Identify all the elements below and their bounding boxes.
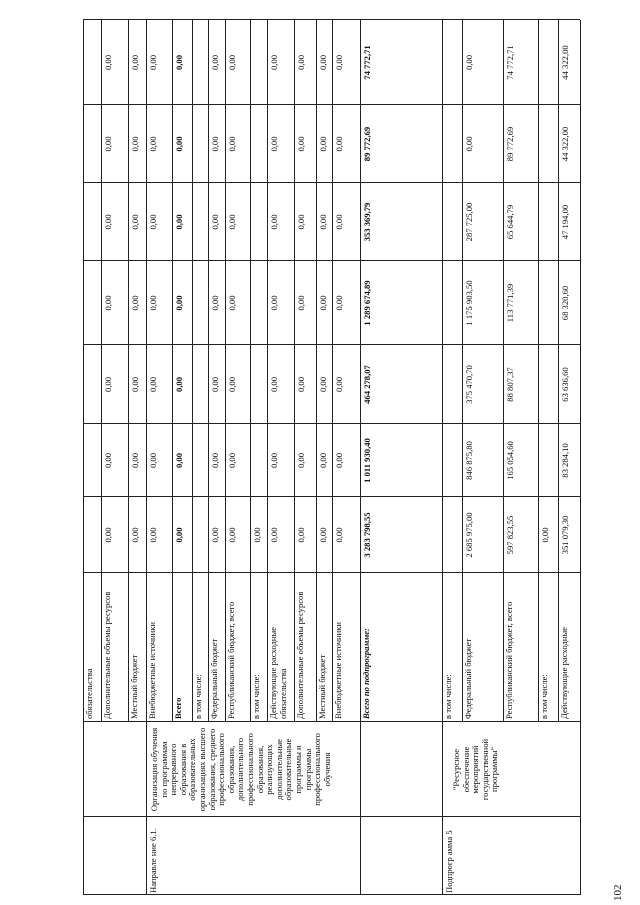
value-cell: 0,00 — [334, 452, 344, 469]
value-cell: 0,00 — [318, 527, 328, 543]
value-cell: 88 807,37 — [505, 367, 515, 402]
value-cell: 0,00 — [227, 452, 237, 469]
value-cell: 0,00 — [269, 136, 279, 152]
value-cell: 0,00 — [464, 54, 474, 71]
value-cell: 0,00 — [148, 295, 158, 311]
row-label: в том числе: — [539, 674, 549, 719]
group-rule — [360, 722, 361, 895]
value-cell: 0,00 — [103, 376, 113, 393]
row-label: Всего по подпрограмме: — [361, 628, 371, 719]
value-cell: 68 320,60 — [560, 285, 570, 321]
value-cell: 0,00 — [334, 214, 344, 230]
value-cell: 0,00 — [210, 136, 220, 152]
value-cell: 44 322,00 — [560, 126, 570, 162]
row-label: Федеральный бюджет — [463, 638, 473, 719]
value-cell: 83 284,10 — [560, 443, 570, 478]
column-rule — [83, 104, 580, 105]
value-cell: 287 725,00 — [464, 202, 474, 242]
value-cell: 0,00 — [269, 214, 279, 230]
value-cell: 0,00 — [269, 295, 279, 311]
value-cell: 0,00 — [103, 527, 113, 543]
column-rule — [83, 894, 580, 895]
value-cell: 0,00 — [130, 452, 140, 469]
value-cell: 0,00 — [174, 376, 184, 393]
column-rule — [83, 423, 580, 424]
column-rule — [83, 721, 580, 722]
value-cell: 0,00 — [464, 136, 474, 152]
subprogram-description: "Ресурсное обеспечение мероприятий государственной программы" — [451, 738, 500, 801]
direction-description: Организация обучения по программам непрерывного образования в образовательных организациях высшего образования, среднего профессионального образования, дополнительного профессионального образования, реализующих дополнительные образовательные программы и программы профессионального обучения — [149, 727, 332, 812]
value-cell: 0,00 — [174, 527, 184, 543]
value-cell: 89 772,69 — [362, 126, 372, 162]
value-cell: 0,00 — [334, 295, 344, 311]
value-cell: 113 771,39 — [505, 283, 515, 323]
value-cell: 63 636,60 — [560, 367, 570, 402]
row-label: в том числе: — [443, 674, 453, 719]
value-cell: 0,00 — [334, 376, 344, 393]
value-cell: 0,00 — [252, 527, 262, 543]
value-cell: 351 079,30 — [560, 515, 570, 555]
value-cell: 0,00 — [103, 136, 113, 152]
value-cell: 0,00 — [174, 214, 184, 230]
value-cell: 0,00 — [148, 527, 158, 543]
value-cell: 44 322,00 — [560, 45, 570, 80]
value-cell: 0,00 — [227, 527, 237, 543]
value-cell: 0,00 — [130, 136, 140, 152]
value-cell: 0,00 — [269, 54, 279, 71]
value-cell: 74 772,71 — [505, 45, 515, 80]
value-cell: 0,00 — [318, 136, 328, 152]
value-cell: 0,00 — [103, 295, 113, 311]
value-cell: 0,00 — [103, 54, 113, 71]
value-cell: 0,00 — [318, 214, 328, 230]
section-label-podprog: Подпрогр амма 5 — [444, 830, 454, 893]
value-cell: 0,00 — [334, 54, 344, 71]
column-rule — [83, 816, 580, 817]
value-cell: 0,00 — [130, 54, 140, 71]
row-rule — [172, 20, 173, 722]
value-cell: 0,00 — [210, 54, 220, 71]
row-rule — [192, 20, 193, 722]
row-label: Внебюджетные источники — [333, 621, 343, 719]
row-label: в том числе: — [193, 674, 203, 719]
row-rule — [558, 20, 559, 722]
value-cell: 0,00 — [269, 452, 279, 469]
page-number: 102 — [612, 884, 624, 901]
value-cell: 0,00 — [296, 295, 306, 311]
column-rule — [83, 19, 580, 20]
value-cell: 0,00 — [227, 376, 237, 393]
row-label: обязательства — [84, 668, 94, 719]
value-cell: 0,00 — [318, 452, 328, 469]
row-rule — [580, 20, 581, 895]
value-cell: 0,00 — [269, 527, 279, 543]
row-label: Внебюджетные источники — [147, 621, 157, 719]
value-cell: 0,00 — [227, 54, 237, 71]
value-cell: 0,00 — [174, 54, 184, 71]
row-rule — [250, 20, 251, 722]
value-cell: 3 283 798,55 — [362, 512, 372, 558]
value-cell: 0,00 — [130, 214, 140, 230]
row-rule — [146, 20, 147, 722]
value-cell: 0,00 — [334, 136, 344, 152]
value-cell: 1 175 903,50 — [464, 280, 474, 326]
value-cell: 0,00 — [148, 376, 158, 393]
value-cell: 353 369,79 — [362, 202, 372, 242]
value-cell: 0,00 — [130, 295, 140, 311]
section-label-napr: Направле ние 6.1. — [148, 828, 158, 893]
row-label: в том числе: — [251, 674, 261, 719]
value-cell: 0,00 — [148, 54, 158, 71]
row-rule — [316, 20, 317, 722]
value-cell: 1 289 674,89 — [362, 280, 372, 326]
value-cell: 0,00 — [227, 136, 237, 152]
value-cell: 0,00 — [269, 376, 279, 393]
value-cell: 0,00 — [174, 452, 184, 469]
value-cell: 65 644,79 — [505, 204, 515, 240]
value-cell: 0,00 — [540, 527, 550, 543]
row-rule — [208, 20, 209, 722]
group-rule — [442, 722, 443, 895]
row-label: Местный бюджет — [129, 654, 139, 719]
column-rule — [83, 260, 580, 261]
value-cell: 0,00 — [174, 136, 184, 152]
value-cell: 0,00 — [296, 136, 306, 152]
column-rule — [83, 182, 580, 183]
value-cell: 0,00 — [227, 214, 237, 230]
row-label: Республиканский бюджет, всего — [504, 601, 514, 719]
column-rule — [83, 496, 580, 497]
value-cell: 0,00 — [210, 295, 220, 311]
row-label: Действующие расходные — [559, 626, 569, 719]
row-rule — [538, 20, 539, 722]
value-cell: 0,00 — [296, 452, 306, 469]
value-cell: 0,00 — [210, 376, 220, 393]
value-cell: 0,00 — [318, 54, 328, 71]
value-cell: 0,00 — [296, 376, 306, 393]
value-cell: 0,00 — [210, 214, 220, 230]
row-label: Дополнительные объемы ресурсов — [295, 591, 305, 719]
row-rule — [442, 20, 443, 722]
row-label: Действующие расходные обязательства — [268, 626, 288, 719]
value-cell: 0,00 — [210, 452, 220, 469]
value-cell: 0,00 — [296, 54, 306, 71]
row-label: Всего — [173, 697, 183, 719]
row-rule — [83, 20, 84, 895]
value-cell: 0,00 — [296, 214, 306, 230]
value-cell: 0,00 — [148, 452, 158, 469]
value-cell: 1 011 930,40 — [362, 438, 372, 483]
value-cell: 597 823,55 — [505, 515, 515, 555]
value-cell: 464 278,07 — [362, 365, 372, 404]
value-cell: 74 772,71 — [362, 45, 372, 80]
row-rule — [128, 20, 129, 722]
value-cell: 0,00 — [296, 527, 306, 543]
value-cell: 0,00 — [318, 376, 328, 393]
value-cell: 0,00 — [334, 527, 344, 543]
value-cell: 0,00 — [174, 295, 184, 311]
value-cell: 0,00 — [318, 295, 328, 311]
value-cell: 0,00 — [103, 452, 113, 469]
row-label: Местный бюджет — [317, 654, 327, 719]
value-cell: 0,00 — [103, 214, 113, 230]
row-label: Республиканский бюджет, всего — [226, 601, 236, 719]
value-cell: 89 772,69 — [505, 126, 515, 162]
row-rule — [267, 20, 268, 722]
row-label: Дополнительные объемы ресурсов — [102, 591, 112, 719]
value-cell: 375 470,70 — [464, 365, 474, 404]
value-cell: 0,00 — [227, 295, 237, 311]
column-rule — [83, 344, 580, 345]
group-rule — [146, 722, 147, 895]
value-cell: 2 685 975,00 — [464, 512, 474, 558]
row-rule — [332, 20, 333, 722]
value-cell: 0,00 — [210, 527, 220, 543]
value-cell: 47 194,00 — [560, 204, 570, 240]
column-rule — [83, 572, 580, 573]
row-rule — [462, 20, 463, 722]
value-cell: 846 875,80 — [464, 441, 474, 480]
row-label: Федеральный бюджет — [209, 638, 219, 719]
value-cell: 0,00 — [130, 527, 140, 543]
value-cell: 0,00 — [148, 136, 158, 152]
value-cell: 0,00 — [148, 214, 158, 230]
value-cell: 165 054,60 — [505, 441, 515, 480]
value-cell: 0,00 — [130, 376, 140, 393]
